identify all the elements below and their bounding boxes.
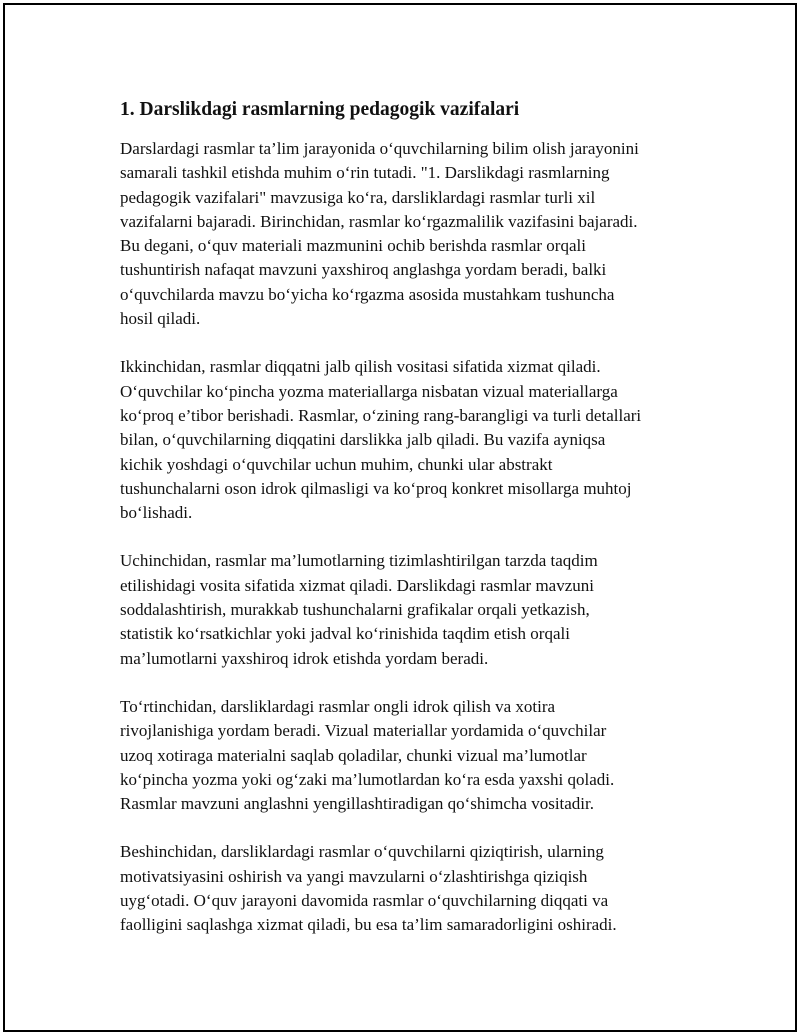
text-line: faolligini saqlashga xizmat qiladi, bu esa ta’lim samaradorligini oshiradi. (120, 915, 617, 935)
text-line: samarali tashkil etishda muhim o‘rin tutadi. "1. Darslikdagi rasmlarning (120, 163, 610, 183)
text-line: vazifalarni bajaradi. Birinchidan, rasmlar ko‘rgazmalilik vazifasini bajaradi. (120, 211, 638, 231)
text-line: ma’lumotlarni yaxshiroq idrok etishda yordam beradi. (120, 648, 489, 668)
text-line: hosil qiladi. (120, 309, 201, 329)
text-line: tushunchalarni oson idrok qilmasligi va ko‘proq konkret misollarga muhtoj (120, 478, 632, 498)
text-line: Darslardagi rasmlar ta’lim jarayonida o‘quvchilarning bilim olish jarayonini (120, 139, 639, 158)
text-line: pedagogik vazifalari" mavzusiga ko‘ra, darsliklardagi rasmlar turli xil (120, 187, 596, 207)
text-line: bilan, o‘quvchilarning diqqatini darslikka jalb qiladi. Bu vazifa ayniqsa (120, 430, 606, 450)
paragraph-4 (120, 695, 700, 816)
text-line: o‘quvchilarda mavzu bo‘yicha ko‘rgazma asosida mustahkam tushuncha (120, 284, 615, 304)
text-line: tushuntirish nafaqat mavzuni yaxshiroq anglashga yordam beradi, balki (120, 260, 607, 280)
text-line: Ikkinchidan, rasmlar diqqatni jalb qilish vositasi sifatida xizmat qiladi. (120, 357, 601, 377)
document-body (120, 97, 700, 962)
page-frame (3, 3, 797, 1032)
paragraph-5 (120, 840, 700, 937)
text-line: uyg‘otadi. O‘quv jarayoni davomida rasmlar o‘quvchilarning diqqati va (120, 891, 609, 911)
text-line: statistik ko‘rsatkichlar yoki jadval ko‘rinishida taqdim etish orqali (120, 624, 570, 644)
paragraph-3 (120, 549, 700, 670)
text-line: Rasmlar mavzuni anglashni yengillashtiradigan qo‘shimcha vositadir. (120, 794, 595, 814)
text-line: kichik yoshdagi o‘quvchilar uchun muhim, chunki ular abstrakt (120, 454, 553, 474)
text-line: To‘rtinchidan, darsliklardagi rasmlar ongli idrok qilish va xotira (120, 696, 556, 716)
text-line: uzoq xotiraga materialni saqlab qoladilar, chunki vizual ma’lumotlar (120, 745, 587, 765)
text-line: soddalashtirish, murakkab tushunchalarni grafikalar orqali yetkazish, (120, 600, 590, 620)
text-line: Bu degani, o‘quv materiali mazmunini ochib berishda rasmlar orqali (120, 236, 586, 256)
paragraph-2 (120, 355, 700, 525)
page-title: 1. Darslikdagi rasmlarning pedagogik vazifalari (120, 99, 520, 120)
text-line: etilishidagi vosita sifatida xizmat qiladi. Darslikdagi rasmlar mavzuni (120, 575, 594, 595)
paragraph-1 (120, 137, 700, 331)
text-line: rivojlanishiga yordam beradi. Vizual materiallar yordamida o‘quvchilar (120, 721, 607, 741)
text-line: Uchinchidan, rasmlar ma’lumotlarning tizimlashtirilgan tarzda taqdim (120, 551, 598, 571)
text-line: ko‘pincha yozma yoki og‘zaki ma’lumotlardan ko‘ra esda yaxshi qoladi. (120, 769, 615, 789)
text-line: ko‘proq e’tibor berishadi. Rasmlar, o‘zining rang-barangligi va turli detallari (120, 405, 642, 425)
text-line: motivatsiyasini oshirish va yangi mavzularni o‘zlashtirishga qiziqish (120, 866, 588, 886)
text-line: Beshinchidan, darsliklardagi rasmlar o‘quvchilarni qiziqtirish, ularning (120, 842, 604, 862)
text-line: O‘quvchilar ko‘pincha yozma materiallarga nisbatan vizual materiallarga (120, 381, 618, 401)
text-line: bo‘lishadi. (120, 503, 193, 523)
